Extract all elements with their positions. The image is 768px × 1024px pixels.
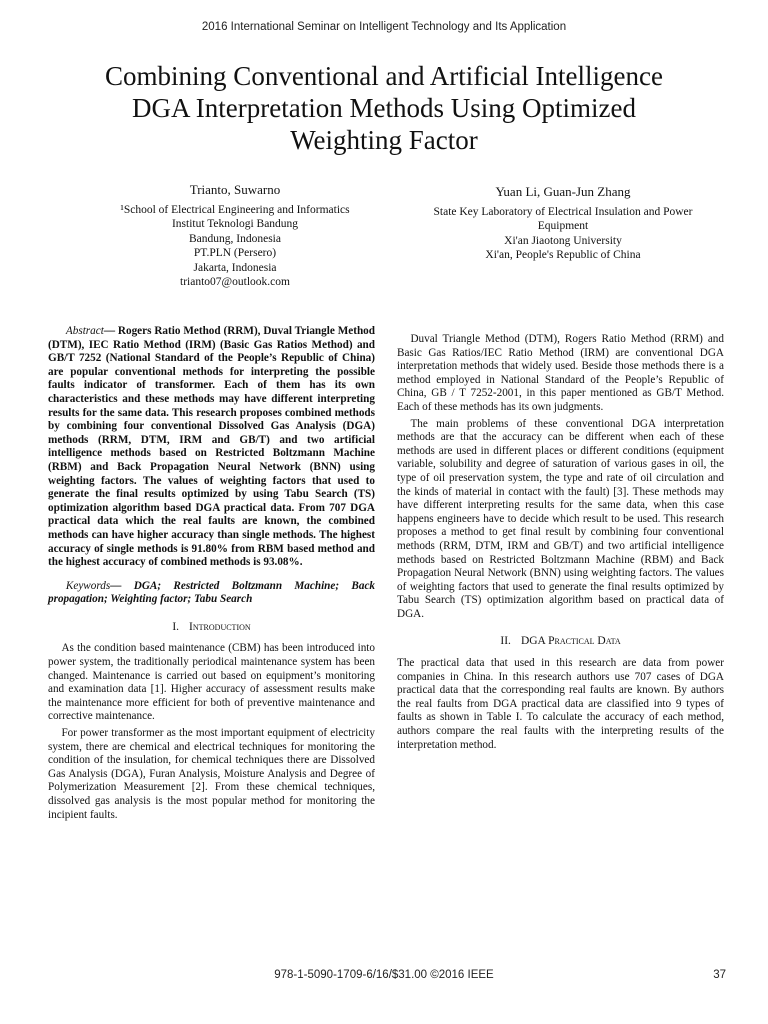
left-column: [48, 325, 375, 825]
section-initial: DGA P: [520, 635, 555, 648]
affiliation-line: PT.PLN (Persero): [193, 247, 277, 259]
keywords-text: DGA; Restricted Boltzmann Machine; Back propagation; Weighting factor; Tabu Search: [48, 579, 376, 606]
affiliation-line: Bandung, Indonesia: [189, 232, 281, 245]
section-number: I.: [172, 620, 180, 633]
author-block-left: [100, 183, 370, 290]
abstract: [48, 325, 375, 570]
paragraph: Duval Triangle Method (DTM), Rogers Ratio Method (RRM) and Basic Gas Ratios/IEC Ratio Method (IRM) are conventional DGA interpretation methods that widely used. Beside those methods there is a method employed in National Standard of the People’s Republic of China, GB / T 7252-2001, in this paper mentioned as GB/T Method. Each of these methods has its own judgments.: [397, 333, 724, 413]
affiliation-line: ¹School of Electrical Engineering and Informatics: [120, 203, 350, 216]
affiliation-line: Xi'an, People's Republic of China: [485, 249, 641, 261]
section-initial: D: [594, 635, 606, 648]
page-number: 37: [713, 969, 726, 981]
title-line: DGA Interpretation Methods Using Optimized: [132, 93, 636, 123]
section-title: ntroduction: [192, 620, 251, 633]
paragraph: As the condition based maintenance (CBM) has been introduced into power system, the traditionally periodical maintenance system has been changed. Maintenance is carried out based on equipment’s monitoring and examination data [1]. Higher accuracy of assessment results make the maintenance more efficient for both of preventive maintenance and corrective maintenance.: [48, 642, 375, 723]
author-block-right: [398, 185, 728, 263]
paragraph: The main problems of these conventional DGA interpretation methods are that the accuracy can be different when each of these methods are used in different places or different conditions (equipment variable, solubility and degree of saturation of various gases in oil, the type of oil preservation system, the type and rate of oil circulation and the kinds of material in contact with the fault) [3]. These methods may have different interpreting results for the same data, when this case happens engineers have to decide which result to be used. This research proposes a method to get final result by combining four conventional methods (RRM, DTM, IRM and GB/T) and two artificial intelligence methods based on Restricted Boltzmann Machine (RBM) and Back Propagation Neural Network (BNN) using weighting factors. The values of weighting factors that used to generate the final results optimized by Tabu Search (TS) optimization algorithm based on practical data of DGA.: [397, 417, 724, 620]
keywords-label: Keywords: [65, 579, 111, 592]
author-names: Yuan Li, Guan-Jun Zhang: [495, 184, 631, 199]
paragraph: For power transformer as the most important equipment of electricity system, there are chemical and electrical techniques for monitoring the condition of the insulation, for chemical techniques there are Dissolved Gas Analysis (DGA), Furan Analysis, Moisture Analysis and Degree of Polymerization Measurement [2]. From these chemical techniques, dissolved gas analysis is the most popular method for monitoring the incipient faults.: [48, 727, 375, 821]
paper-title: [40, 60, 728, 156]
abstract-dash: —: [103, 325, 118, 337]
abstract-label: Abstract: [65, 325, 104, 337]
affiliation-line: State Key Laboratory of Electrical Insulation and Power: [433, 205, 693, 218]
section-initial: I: [189, 620, 193, 633]
affiliation-line: Xi'an Jiaotong University: [504, 234, 622, 247]
abstract-text: Rogers Ratio Method (RRM), Duval Triangle Method (DTM), IEC Ratio Method (IRM) (Basic Gas Ratios Method) and GB/T 7252 (National Standard of the People’s Republic of China) are popular conventional methods for interpreting the possible faults indicator of transformer. Each of them has its own characteristics and these methods may have different interpreting results for the same data. This research proposes combined methods by combining four conventional Dissolved Gas Analysis (DGA) methods (RRM, DTM, IRM and GB/T) and two artificial intelligence methods based on Restricted Boltzmann Machine (RBM) and Back Propagation Neural Network (BNN) using weighting factors. The values of weighting factors that used to generate the final results optimized by using Tabu Search (TS) optimization algorithm based DGA practical data. From 707 DGA practical data which the real faults are known, the combined methods can have higher accuracy than single methods. The highest accuracy of single methods is 91.80% from RBM based method and the highest accuracy of combined methods is 93.08%.: [48, 325, 375, 569]
section-number: II.: [500, 635, 511, 648]
section-heading-introduction: [48, 621, 375, 635]
affiliation-line: Equipment: [537, 220, 589, 232]
keywords-dash: —: [110, 579, 134, 592]
author-names: Trianto, Suwarno: [189, 182, 281, 197]
conference-header: 2016 International Seminar on Intelligent Technology and Its Application: [201, 21, 567, 33]
footer-isbn: 978-1-5090-1709-6/16/$31.00 ©2016 IEEE: [274, 969, 494, 981]
section-title: ractical: [554, 635, 595, 648]
keywords: [48, 580, 375, 607]
right-column: [397, 333, 724, 755]
affiliation-line: Institut Teknologi Bandung: [171, 218, 299, 230]
section-heading-dga-practical-data: [397, 635, 724, 649]
author-email[interactable]: trianto07@outlook.com: [180, 276, 290, 288]
title-line: Weighting Factor: [290, 125, 478, 155]
paragraph: The practical data that used in this research are data from power companies in China. In this research authors use 707 cases of DGA practical data that the corresponding real faults are known. By authors the real faults from DGA practical data are classified into 9 types of faults as shown in Table I. To calculate the accuracy of each method, authors compare the real faults with the interpreting results of the interpretation method.: [397, 657, 724, 751]
section-title: ata: [605, 635, 621, 648]
affiliation-line: Jakarta, Indonesia: [193, 261, 277, 274]
title-line: Combining Conventional and Artificial Intelligence: [105, 61, 663, 91]
